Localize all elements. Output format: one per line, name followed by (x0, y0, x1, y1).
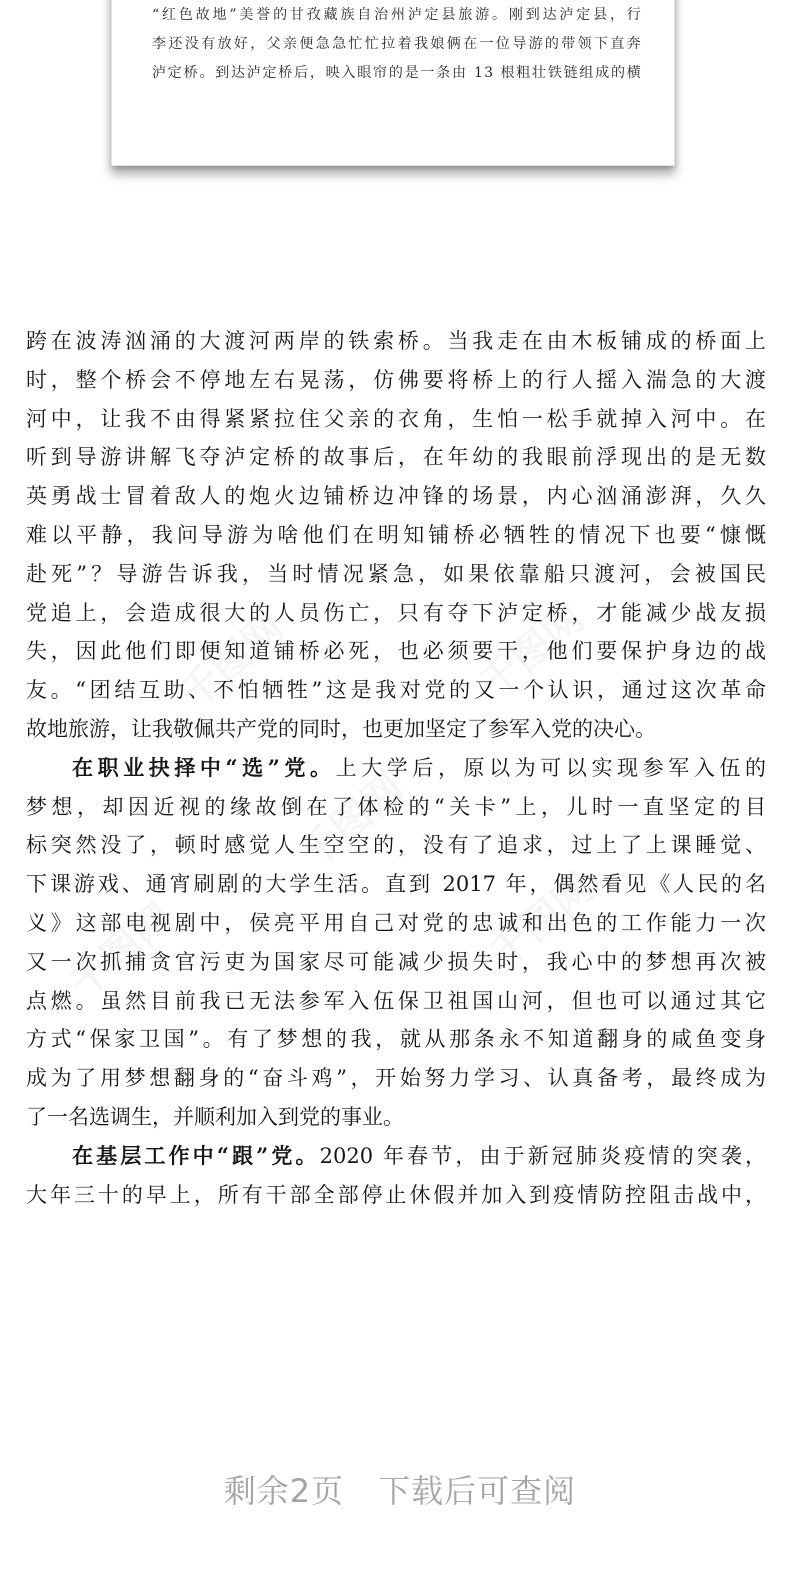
paragraph-heading: 在基层工作中“跟”党。 (72, 1142, 320, 1168)
document-preview-card (111, 0, 675, 166)
body-line: 河中，让我不由得紧紧拉住父亲的衣角，生怕一松手就掉入河中。在 (26, 406, 766, 431)
body-line: 听到导游讲解飞夺泸定桥的故事后，在年幼的我眼前浮现出的是无数 (26, 445, 766, 470)
paragraph-first-line (26, 1137, 766, 1176)
body-line: 梦想，却因近视的缘故倒在了体检的“关卡”上，儿时一直坚定的目 (26, 794, 766, 819)
preview-line: 泸定桥。到达泸定桥后，映入眼帘的是一条由 13 根粗壮铁链组成的横 (152, 65, 642, 81)
document-body (26, 322, 766, 1214)
body-line: 英勇战士冒着敌人的炮火边铺桥边冲锋的场景，内心汹涌澎湃，久久 (26, 484, 766, 509)
body-text-run: 2020 年春节，由于新冠肺炎疫情的突袭， (319, 1143, 766, 1168)
body-line: 故地旅游，让我敬佩共产党的同时，也更加坚定了参军入党的决心。 (26, 716, 656, 741)
preview-line: “红色故地”美誉的甘孜藏族自治州泸定县旅游。刚到达泸定县，行 (152, 7, 642, 23)
preview-line: 李还没有放好，父亲便急急忙忙拉着我娘俩在一位导游的带领下直奔 (152, 36, 642, 52)
body-line: 时，整个桥会不停地左右晃荡，仿佛要将桥上的行人摇入湍急的大渡 (26, 367, 766, 392)
download-prompt-label[interactable]: 下载后可查阅 (378, 1472, 577, 1510)
body-line: 大年三十的早上，所有干部全部停止休假并加入到疫情防控阻击战中， (26, 1182, 766, 1207)
paragraph-heading: 在职业抉择中“选”党。 (72, 754, 336, 780)
body-line: 又一次抓捕贪官污吏为国家尽可能减少损失时，我心中的梦想再次被 (26, 949, 766, 974)
paragraph-first-line (26, 749, 766, 788)
body-line: 标突然没了，顿时感觉人生空空的，没有了追求，过上了上课睡觉、 (26, 833, 766, 858)
body-line: 下课游戏、通宵刷剧的大学生活。直到 2017 年，偶然看见《人民的名 (26, 872, 766, 897)
preview-paragraph (152, 1, 642, 88)
body-line: 难以平静，我问导游为啥他们在明知铺桥必牺牲的情况下也要“慷慨 (26, 522, 766, 547)
body-line: 了一名选调生，并顺利加入到党的事业。 (26, 1104, 404, 1129)
body-line: 方式“保家卫国”。有了梦想的我，就从那条永不知道翻身的咸鱼变身 (26, 1027, 766, 1052)
body-line: 义》这部电视剧中，侯亮平用自己对党的忠诚和出色的工作能力一次 (26, 910, 766, 935)
body-text-run: 上大学后，原以为可以实现参军入伍的 (335, 755, 766, 780)
body-line: 党追上，会造成很大的人员伤亡，只有夺下泸定桥，才能减少战友损 (26, 600, 766, 625)
body-line: 友。“团结互助、不怕牺牲”这是我对党的又一个认识，通过这次革命 (26, 678, 766, 703)
body-line: 点燃。虽然目前我已无法参军入伍保卫祖国山河，但也可以通过其它 (26, 988, 766, 1013)
remaining-pages-label: 剩余2页 (223, 1472, 345, 1510)
body-line: 跨在波涛汹涌的大渡河两岸的铁索桥。当我走在由木板铺成的桥面上 (26, 329, 766, 353)
body-line: 赴死”？导游告诉我，当时情况紧急，如果依靠船只渡河，会被国民 (26, 561, 766, 586)
download-to-view-notice[interactable] (0, 1466, 800, 1512)
body-line: 成为了用梦想翻身的“奋斗鸡”，开始努力学习、认真备考，最终成为 (26, 1066, 766, 1091)
body-line: 失，因此他们即便知道铺桥必死，也必须要干，他们要保护身边的战 (26, 639, 766, 664)
